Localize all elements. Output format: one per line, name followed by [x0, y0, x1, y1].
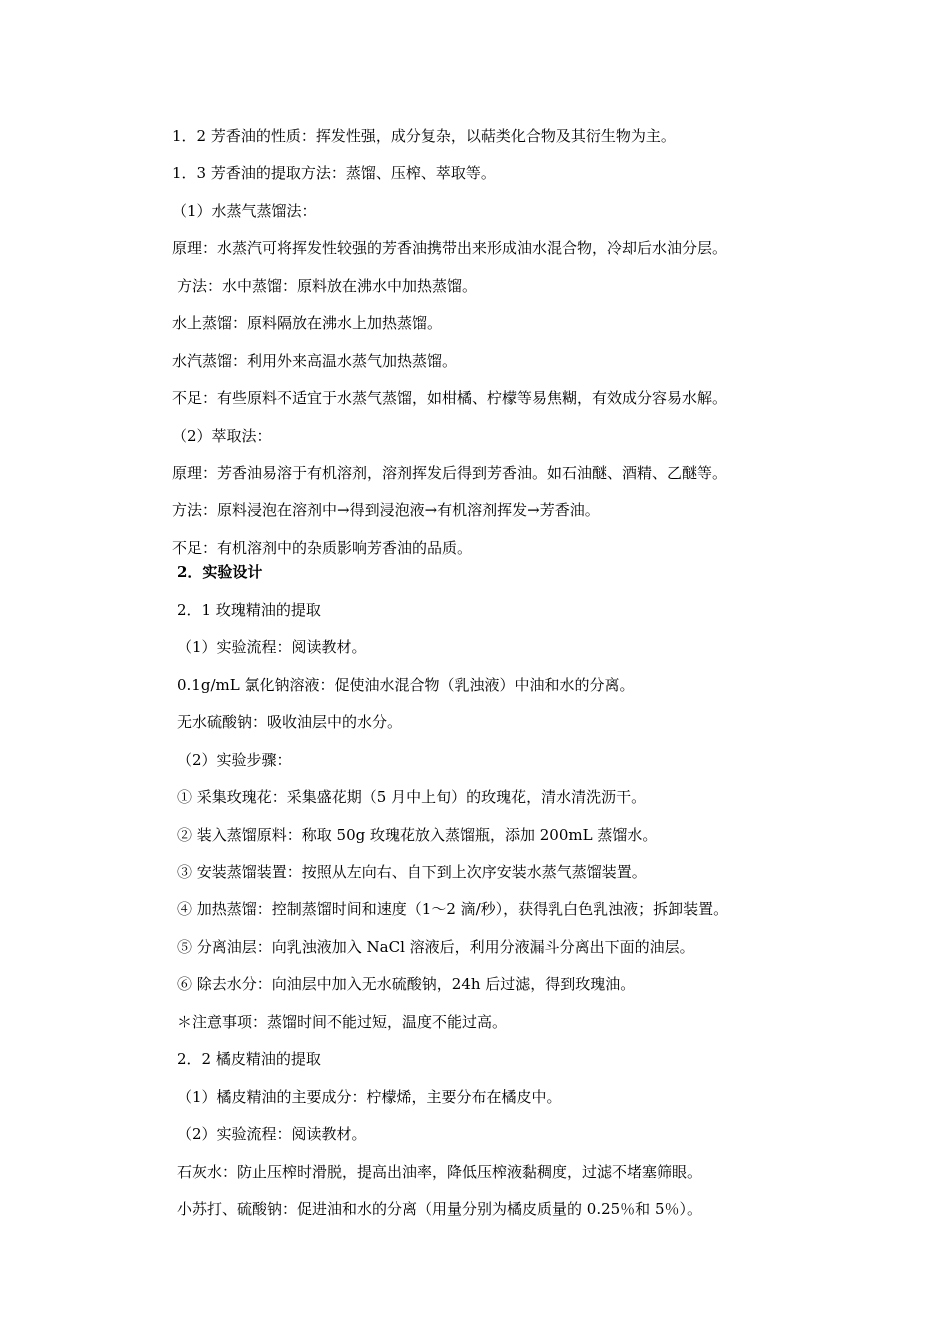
line-rose-steps-heading: （2）实验步骤： — [177, 751, 292, 769]
line-sodium-sulfate: 无水硫酸钠：吸收油层中的水分。 — [177, 713, 403, 731]
line-lime-water: 石灰水：防止压榨时滑脱，提高出油率，降低压榨液黏稠度，过滤不堵塞筛眼。 — [177, 1163, 703, 1181]
line-2-1-rose-oil: 2．1 玫瑰精油的提取 — [177, 601, 321, 619]
line-steam-method-above-water: 水上蒸馏：原料隔放在沸水上加热蒸馏。 — [172, 314, 443, 332]
line-nacl-solution: 0.1g/mL 氯化钠溶液：促使油水混合物（乳浊液）中油和水的分离。 — [177, 676, 635, 694]
line-steam-shortcoming: 不足：有些原料不适宜于水蒸气蒸馏，如柑橘、柠檬等易焦糊，有效成分容易水解。 — [172, 389, 728, 407]
line-baking-soda-sulfate: 小苏打、硫酸钠：促进油和水的分离（用量分别为橘皮质量的 0.25％和 5％）。 — [177, 1200, 702, 1218]
line-steam-principle: 原理：水蒸汽可将挥发性较强的芳香油携带出来形成油水混合物，冷却后水油分层。 — [172, 239, 728, 257]
line-step-2: ② 装入蒸馏原料：称取 50g 玫瑰花放入蒸馏瓶，添加 200mL 蒸馏水。 — [177, 826, 658, 844]
line-1-3-methods: 1．3 芳香油的提取方法：蒸馏、压榨、萃取等。 — [172, 164, 496, 182]
line-extraction-principle: 原理：芳香油易溶于有机溶剂，溶剂挥发后得到芳香油。如石油醚、酒精、乙醚等。 — [172, 464, 728, 482]
line-rose-procedure: （1）实验流程：阅读教材。 — [177, 638, 367, 656]
line-extraction-heading: （2）萃取法： — [172, 427, 272, 445]
line-step-6: ⑥ 除去水分：向油层中加入无水硫酸钠，24h 后过滤，得到玫瑰油。 — [177, 975, 636, 993]
line-orange-procedure: （2）实验流程：阅读教材。 — [177, 1125, 367, 1143]
line-extraction-shortcoming: 不足：有机溶剂中的杂质影响芳香油的品质。 — [172, 539, 473, 557]
line-step-5: ⑤ 分离油层：向乳浊液加入 NaCl 溶液后，利用分液漏斗分离出下面的油层。 — [177, 938, 695, 956]
line-step-4: ④ 加热蒸馏：控制蒸馏时间和速度（1～2 滴/秒），获得乳白色乳浊液；拆卸装置。 — [177, 900, 729, 918]
line-2-2-orange-peel-oil: 2．2 橘皮精油的提取 — [177, 1050, 321, 1068]
line-1-2-properties: 1．2 芳香油的性质：挥发性强，成分复杂，以萜类化合物及其衍生物为主。 — [172, 127, 676, 145]
line-orange-main-component: （1）橘皮精油的主要成分：柠檬烯，主要分布在橘皮中。 — [177, 1088, 562, 1106]
line-step-3: ③ 安装蒸馏装置：按照从左向右、自下到上次序安装水蒸气蒸馏装置。 — [177, 863, 647, 881]
line-steam-method-water: 方法：水中蒸馏：原料放在沸水中加热蒸馏。 — [177, 277, 478, 295]
line-caution-note: ＊注意事项：蒸馏时间不能过短，温度不能过高。 — [177, 1013, 508, 1031]
line-step-1: ① 采集玫瑰花：采集盛花期（5 月中上旬）的玫瑰花，清水清洗沥干。 — [177, 788, 647, 806]
section-2-heading: 2．实验设计 — [177, 563, 263, 581]
line-steam-distillation-heading: （1）水蒸气蒸馏法： — [172, 202, 317, 220]
line-steam-method-vapor: 水汽蒸馏：利用外来高温水蒸气加热蒸馏。 — [172, 352, 458, 370]
line-extraction-method: 方法：原料浸泡在溶剂中→得到浸泡液→有机溶剂挥发→芳香油。 — [172, 501, 600, 519]
